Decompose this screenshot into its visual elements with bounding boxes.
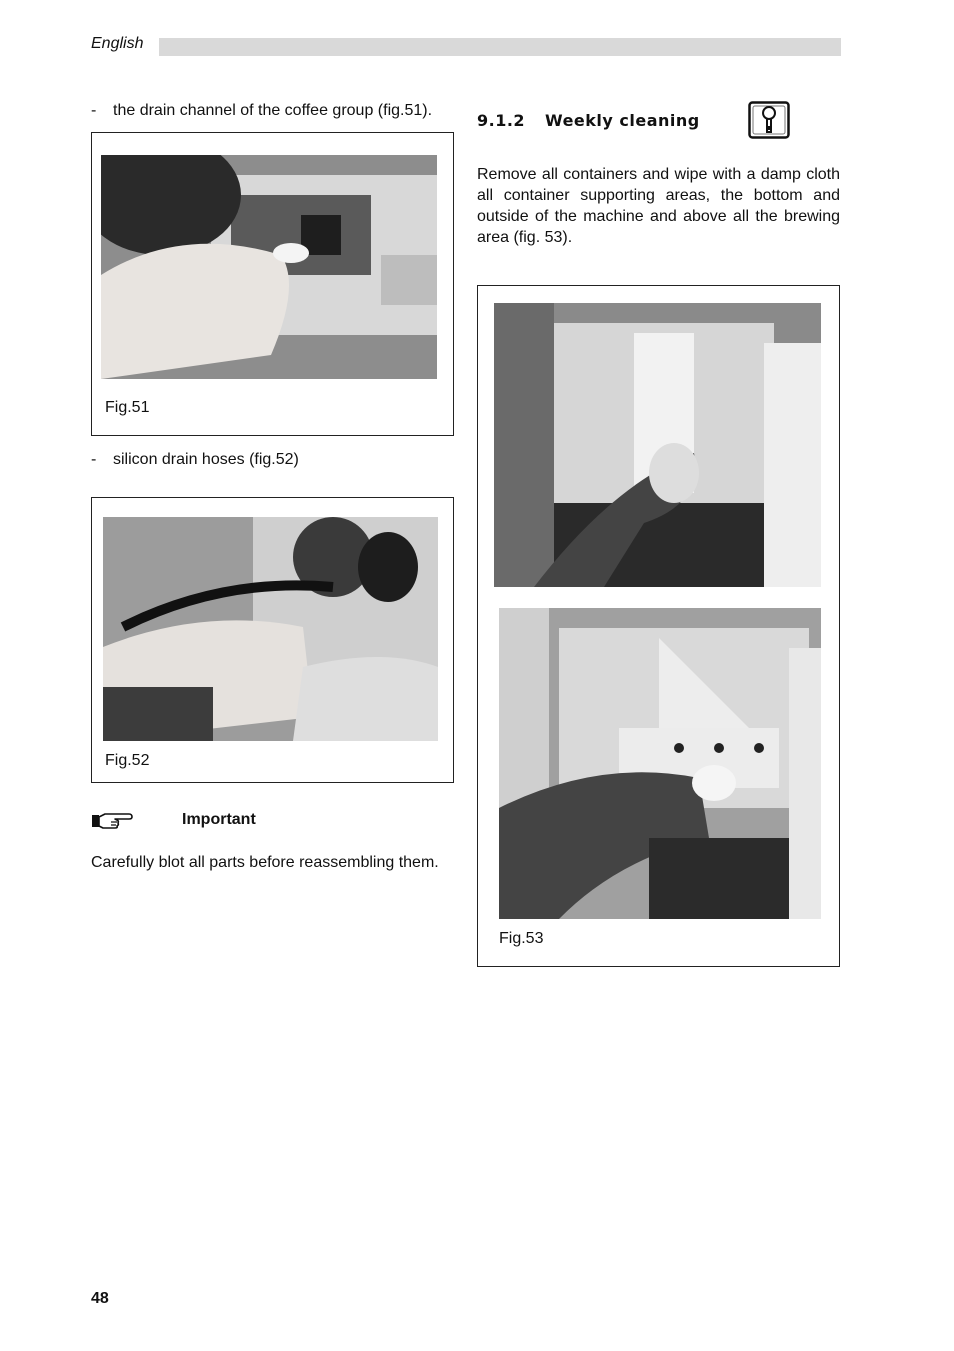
figure-51: [91, 132, 454, 436]
page-number: 48: [91, 1290, 109, 1307]
fig53-caption: Fig.53: [499, 930, 544, 947]
bullet-drain-hoses: - silicon drain hoses (fig.52): [91, 451, 299, 468]
figure-53: [477, 285, 840, 967]
photo-container-area: [494, 303, 821, 587]
photo-drain-channel: [101, 155, 437, 379]
section-number: 9.1.2: [477, 111, 526, 130]
fig51-caption: Fig.51: [105, 399, 150, 416]
key-icon: [748, 101, 790, 139]
pointing-hand-icon: [91, 810, 133, 832]
fig52-caption: Fig.52: [105, 752, 150, 769]
bullet-text: silicon drain hoses (fig.52): [113, 451, 299, 468]
header-bar: [159, 38, 841, 56]
bullet-drain-channel: - the drain channel of the coffee group (fig.51).: [91, 102, 433, 119]
language-label: English: [91, 35, 144, 52]
important-label: Important: [182, 811, 256, 828]
section-title: Weekly cleaning: [545, 111, 700, 130]
bullet-text: the drain channel of the coffee group (fig.51).: [113, 102, 433, 119]
weekly-cleaning-paragraph: Remove all containers and wipe with a damp cloth all container supporting areas, the bottom and outside of the machine and above all the brewing area (fig. 53).: [477, 166, 840, 246]
photo-brewing-area: [499, 608, 821, 919]
figure-52: [91, 497, 454, 783]
important-text: Carefully blot all parts before reassembling them.: [91, 854, 439, 871]
photo-drain-hoses: [103, 517, 438, 741]
